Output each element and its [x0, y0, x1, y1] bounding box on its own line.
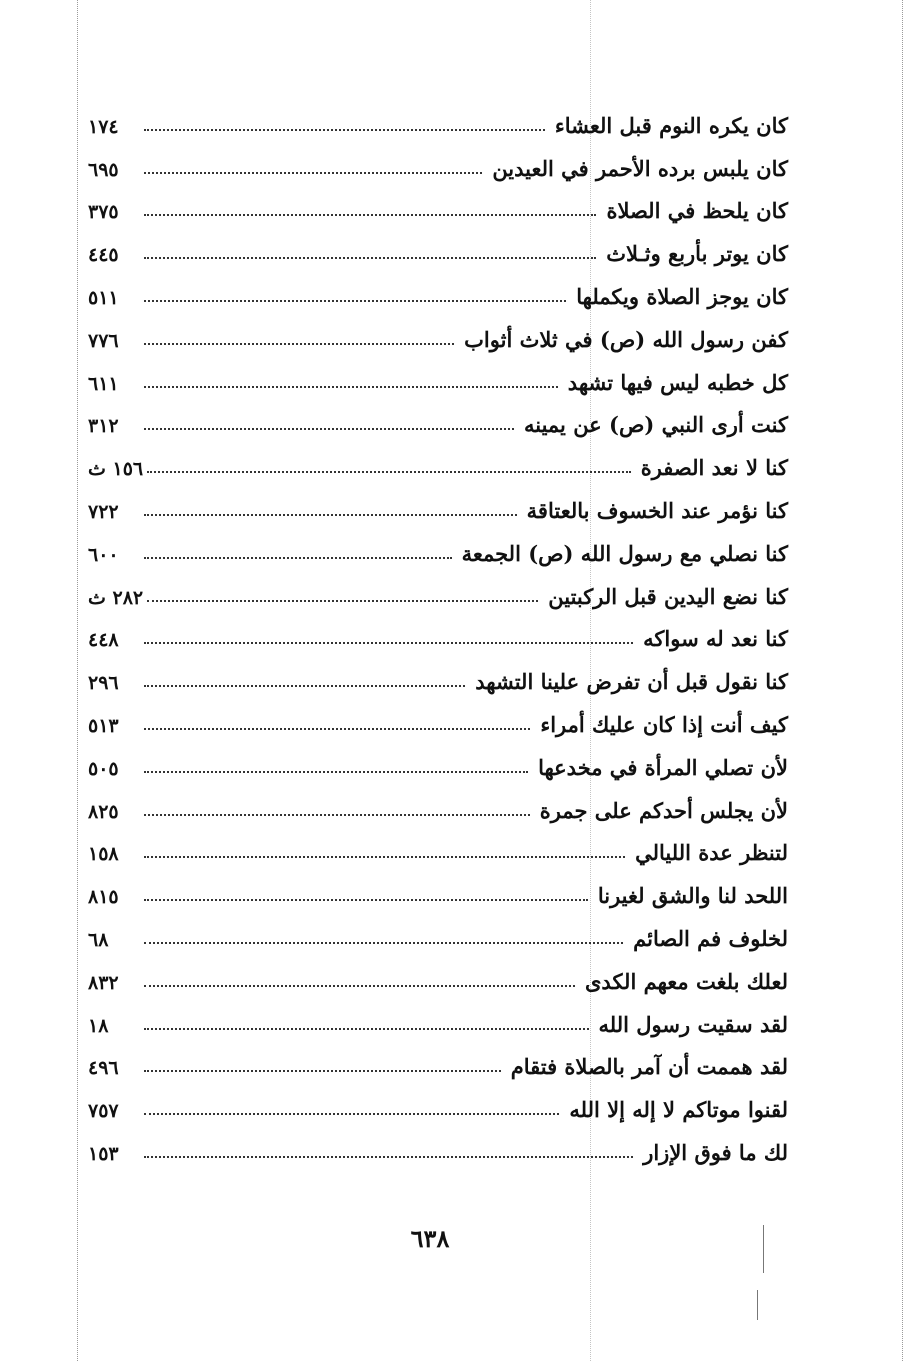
dot-leader: [144, 642, 633, 644]
dot-leader: [144, 728, 530, 730]
index-entry: [88, 1079, 788, 1122]
dot-leader: [144, 1113, 559, 1115]
dot-leader: [144, 771, 528, 773]
dot-leader: [147, 471, 631, 473]
entry-text: كنا نصلي مع رسول الله (ص) الجمعة: [461, 540, 788, 566]
dot-leader: [144, 300, 566, 302]
dot-leader: [144, 386, 558, 388]
entry-text: لعلك بلغت معهم الكدى: [585, 968, 788, 994]
entry-page-number: ٥٠٥: [88, 757, 119, 780]
entry-text: كنت أرى النبي (ص) عن يمينه: [523, 412, 788, 438]
index-entry: [88, 951, 788, 994]
entry-page-number: ٦٩٥: [88, 158, 119, 181]
entry-page-number: ١٨: [88, 1014, 109, 1037]
entry-page-number: ١٥٨: [88, 843, 119, 866]
index-entry: [88, 395, 788, 438]
dot-leader: [144, 1028, 589, 1030]
entry-page-number: ٢٨٢ ث: [88, 586, 144, 609]
entry-text: كنا نقول قبل أن تفرض علينا التشهد: [475, 669, 788, 695]
index-entry: [88, 737, 788, 780]
entry-text: كان يوجز الصلاة ويكملها: [576, 283, 788, 309]
entry-page-number: ٣١٢: [88, 415, 119, 438]
index-entry: [88, 95, 788, 138]
margin-mark: [757, 1290, 758, 1320]
entry-page-number: ٦٨: [88, 928, 109, 951]
entry-text: لخلوف فم الصائم: [633, 925, 788, 951]
index-entry: [88, 609, 788, 652]
entry-text: كفن رسول الله (ص) في ثلاث أثواب: [464, 326, 788, 352]
dot-leader: [144, 129, 545, 131]
index-entry: [88, 309, 788, 352]
index-entry: [88, 1037, 788, 1080]
entry-page-number: ١٧٤: [88, 115, 119, 138]
entry-page-number: ٨٢٥: [88, 800, 119, 823]
dot-leader: [144, 557, 452, 559]
index-entry: [88, 266, 788, 309]
index-entry: [88, 865, 788, 908]
dot-leader: [144, 172, 482, 174]
entry-page-number: ٤٩٦: [88, 1057, 119, 1080]
dot-leader: [144, 899, 588, 901]
entry-page-number: ١٥٦ ث: [88, 458, 144, 481]
entry-text: لقد سقيت رسول الله: [598, 1011, 788, 1037]
index-entry: [88, 566, 788, 609]
entry-text: كنا لا نعد الصفرة: [640, 455, 788, 481]
index-entry: [88, 437, 788, 480]
index-entry: [88, 480, 788, 523]
entry-text: لأن تصلي المرأة في مخدعها: [538, 754, 788, 780]
dot-leader: [144, 428, 514, 430]
entry-page-number: ٧٢٢: [88, 500, 119, 523]
dot-leader: [144, 985, 575, 987]
entry-text: كل خطبه ليس فيها تشهد: [567, 369, 788, 395]
hadith-index-list: [88, 95, 788, 1165]
index-entry: [88, 694, 788, 737]
dot-leader: [144, 343, 454, 345]
right-binding-edge: [902, 0, 903, 1361]
entry-page-number: ٨٣٢: [88, 971, 119, 994]
dot-leader: [144, 1070, 501, 1072]
page-number: ٦٣٨: [410, 1224, 450, 1253]
index-entry: [88, 994, 788, 1037]
dot-leader: [144, 214, 596, 216]
entry-page-number: ٦٠٠: [88, 543, 119, 566]
dot-leader: [144, 1156, 633, 1158]
entry-page-number: ٤٤٥: [88, 244, 119, 267]
index-entry: [88, 1122, 788, 1165]
entry-page-number: ٣٧٥: [88, 201, 119, 224]
index-entry: [88, 523, 788, 566]
index-entry: [88, 181, 788, 224]
entry-page-number: ٧٧٦: [88, 329, 119, 352]
dot-leader: [144, 814, 530, 816]
entry-page-number: ٢٩٦: [88, 672, 119, 695]
index-entry: [88, 908, 788, 951]
entry-page-number: ٨١٥: [88, 886, 119, 909]
index-entry: [88, 138, 788, 181]
dot-leader: [144, 257, 596, 259]
index-entry: [88, 352, 788, 395]
entry-text: كيف أنت إذا كان عليك أمراء: [540, 711, 788, 737]
entry-page-number: ٤٤٨: [88, 629, 119, 652]
entry-text: لقد هممت أن آمر بالصلاة فتقام: [510, 1054, 788, 1080]
index-entry: [88, 823, 788, 866]
entry-page-number: ٧٥٧: [88, 1100, 119, 1123]
entry-text: لقنوا موتاكم لا إله إلا الله: [569, 1097, 788, 1123]
dot-leader: [144, 685, 465, 687]
index-entry: [88, 780, 788, 823]
entry-text: كان يلحظ في الصلاة: [606, 198, 788, 224]
entry-page-number: ١٥٣: [88, 1142, 119, 1165]
entry-text: لأن يجلس أحدكم على جمرة: [539, 797, 788, 823]
entry-text: كان يكره النوم قبل العشاء: [554, 112, 788, 138]
index-entry: [88, 651, 788, 694]
index-entry: [88, 223, 788, 266]
dot-leader: [144, 942, 623, 944]
entry-page-number: ٦١١: [88, 372, 119, 395]
entry-text: اللحد لنا والشق لغيرنا: [597, 883, 788, 909]
entry-page-number: ٥١٣: [88, 714, 119, 737]
entry-page-number: ٥١١: [88, 286, 119, 309]
dot-leader: [144, 856, 625, 858]
entry-text: كان يلبس برده الأحمر في العيدين: [492, 155, 788, 181]
entry-text: لك ما فوق الإزار: [643, 1139, 788, 1165]
entry-text: كنا نضع اليدين قبل الركبتين: [548, 583, 788, 609]
entry-text: كنا نؤمر عند الخسوف بالعتاقة: [526, 497, 788, 523]
entry-text: لتنظر عدة الليالي: [635, 840, 788, 866]
entry-text: كنا نعد له سواكه: [643, 626, 788, 652]
left-binding-edge: [77, 0, 78, 1361]
dot-leader: [144, 514, 517, 516]
dot-leader: [147, 600, 538, 602]
entry-text: كان يوتر بأربع وثـلاث: [606, 241, 788, 267]
